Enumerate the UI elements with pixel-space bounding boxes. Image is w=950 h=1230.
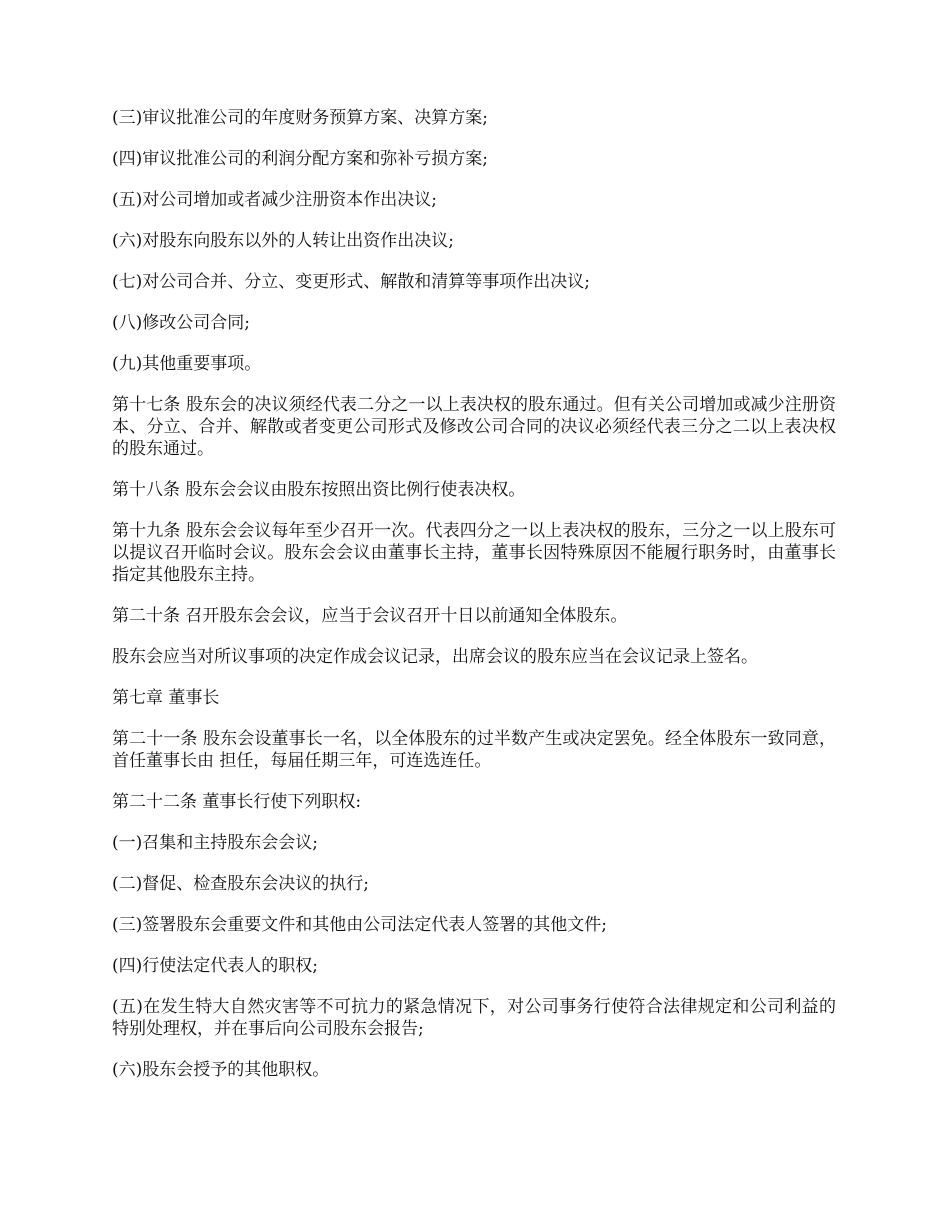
paragraph: (四)审议批准公司的利润分配方案和弥补亏损方案; [112,149,488,169]
paragraph: (三)签署股东会重要文件和其他由公司法定代表人签署的其他文件; [112,915,607,935]
article-paragraph: 第二十二条 董事长行使下列职权: [112,792,362,812]
document-body [112,107,836,1100]
article-paragraph: 第二十一条 股东会设董事长一名，以全体股东的过半数产生或决定罢免。经全体股东一致同意，首任董事长由 担任，每届任期三年，可连选连任。 [112,729,836,771]
paragraph: (三)审议批准公司的年度财务预算方案、决算方案; [112,108,488,128]
paragraph: (二)督促、检查股东会决议的执行; [112,874,369,894]
article-paragraph: 第十七条 股东会的决议须经代表二分之一以上表决权的股东通过。但有关公司增加或减少注册资本、分立、合并、解散或者变更公司形式及修改公司合同的决议必须经代表三分之二以上表决权的股东通过。 [112,395,836,459]
paragraph: (九)其他重要事项。 [112,354,262,374]
paragraph: (六)对股东向股东以外的人转让出资作出决议; [112,231,454,251]
paragraph: (五)对公司增加或者减少注册资本作出决议; [112,190,437,210]
paragraph: 股东会应当对所议事项的决定作成会议记录，出席会议的股东应当在会议记录上签名。 [112,647,758,667]
article-paragraph: 第十九条 股东会会议每年至少召开一次。代表四分之一以上表决权的股东，三分之一以上股东可以提议召开临时会议。股东会会议由董事长主持，董事长因特殊原因不能履行职务时，由董事长指定其他股东主持。 [112,521,836,585]
paragraph: (七)对公司合并、分立、变更形式、解散和清算等事项作出决议; [112,272,590,292]
paragraph: (六)股东会授予的其他职权。 [112,1060,330,1080]
paragraph: (一)召集和主持股东会会议; [112,833,318,853]
chapter-heading: 第七章 董事长 [112,688,220,708]
paragraph: (五)在发生特大自然灾害等不可抗力的紧急情况下，对公司事务行使符合法律规定和公司利益的特别处理权，并在事后向公司股东会报告; [112,997,836,1039]
paragraph: (四)行使法定代表人的职权; [112,956,318,976]
article-paragraph: 第二十条 召开股东会会议，应当于会议召开十日以前通知全体股东。 [112,606,628,626]
article-paragraph: 第十八条 股东会会议由股东按照出资比例行使表决权。 [112,480,526,500]
paragraph: (八)修改公司合同; [112,313,250,333]
